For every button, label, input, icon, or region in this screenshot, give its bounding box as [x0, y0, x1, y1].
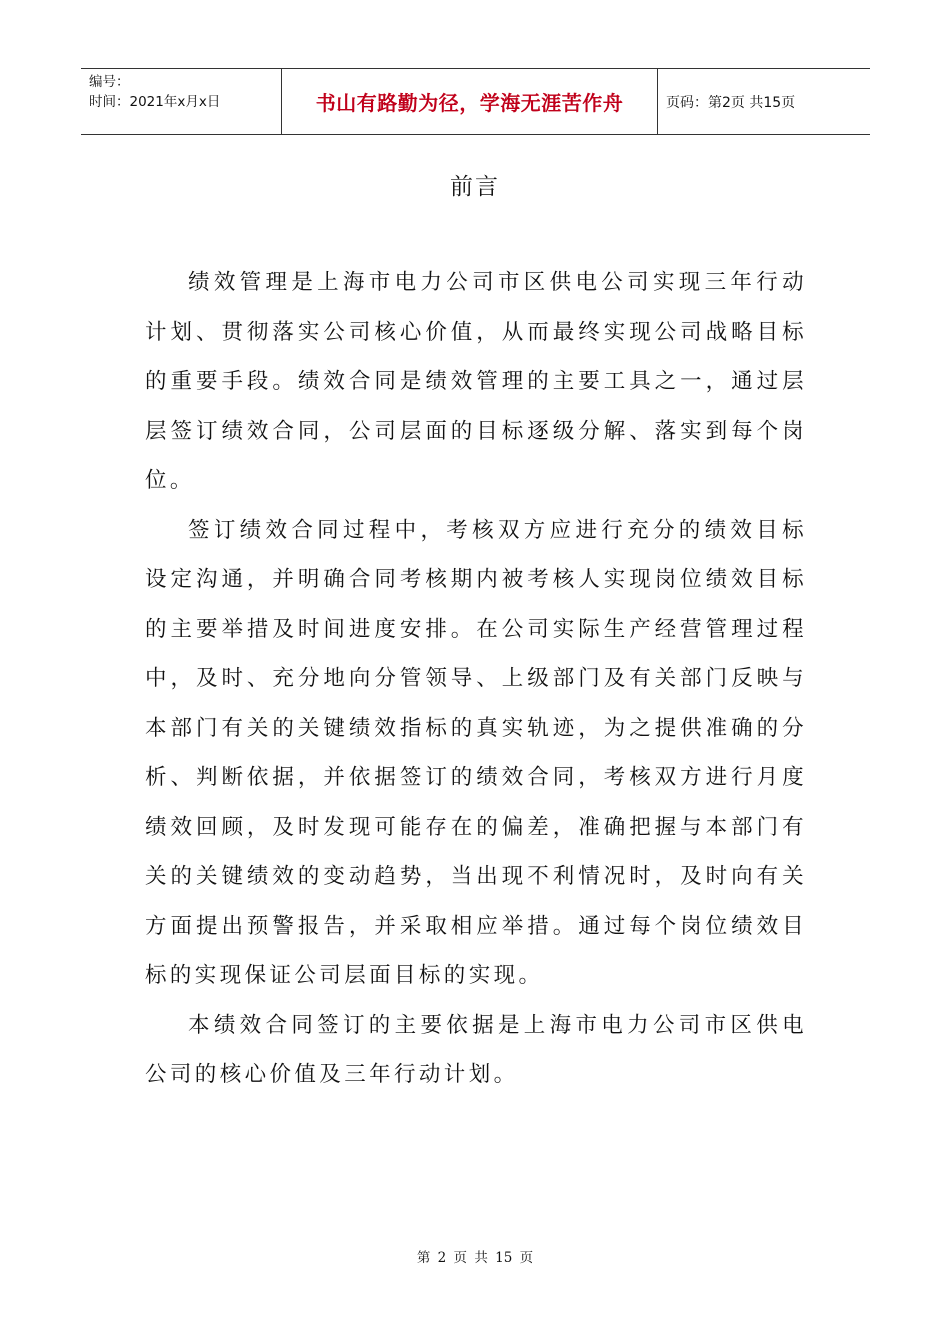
- document-date-label: 时间：2021年x月x日: [89, 94, 221, 110]
- document-number-label: 编号：: [89, 74, 130, 90]
- header-motto: 书山有路勤为径，学海无涯苦作舟: [282, 69, 658, 134]
- paragraph: 本绩效合同签订的主要依据是上海市电力公司市区供电公司的核心价值及三年行动计划。: [145, 1012, 807, 1087]
- header-info-cell: [81, 69, 282, 134]
- paragraph: 签订绩效合同过程中，考核双方应进行充分的绩效目标设定沟通，并明确合同考核期内被考核人实现岗位绩效目标的主要举措及时间进度安排。在公司实际生产经营管理过程中，及时、充分地向分管领导、上级部门及有关部门反映与本部门有关的关键绩效指标的真实轨迹，为之提供准确的分析、判断依据，并依据签订的绩效合同，考核双方进行月度绩效回顾，及时发现可能存在的偏差，准确把握与本部门有关的关键绩效的变动趋势，当出现不利情况时，及时向有关方面提出预警报告，并采取相应举措。通过每个岗位绩效目标的实现保证公司层面目标的实现。: [145, 517, 807, 988]
- document-body: [145, 258, 807, 1100]
- paragraph: 绩效管理是上海市电力公司市区供电公司实现三年行动计划、贯彻落实公司核心价值，从而最终实现公司战略目标的重要手段。绩效合同是绩效管理的主要工具之一，通过层层签订绩效合同，公司层面的目标逐级分解、落实到每个岗位。: [145, 270, 807, 493]
- page-footer: 第 2 页 共 15 页: [416, 1250, 534, 1266]
- page-header: [81, 68, 870, 135]
- header-page-info: 页码：第2页 共15页: [666, 94, 796, 111]
- document-title: 前言: [450, 174, 500, 200]
